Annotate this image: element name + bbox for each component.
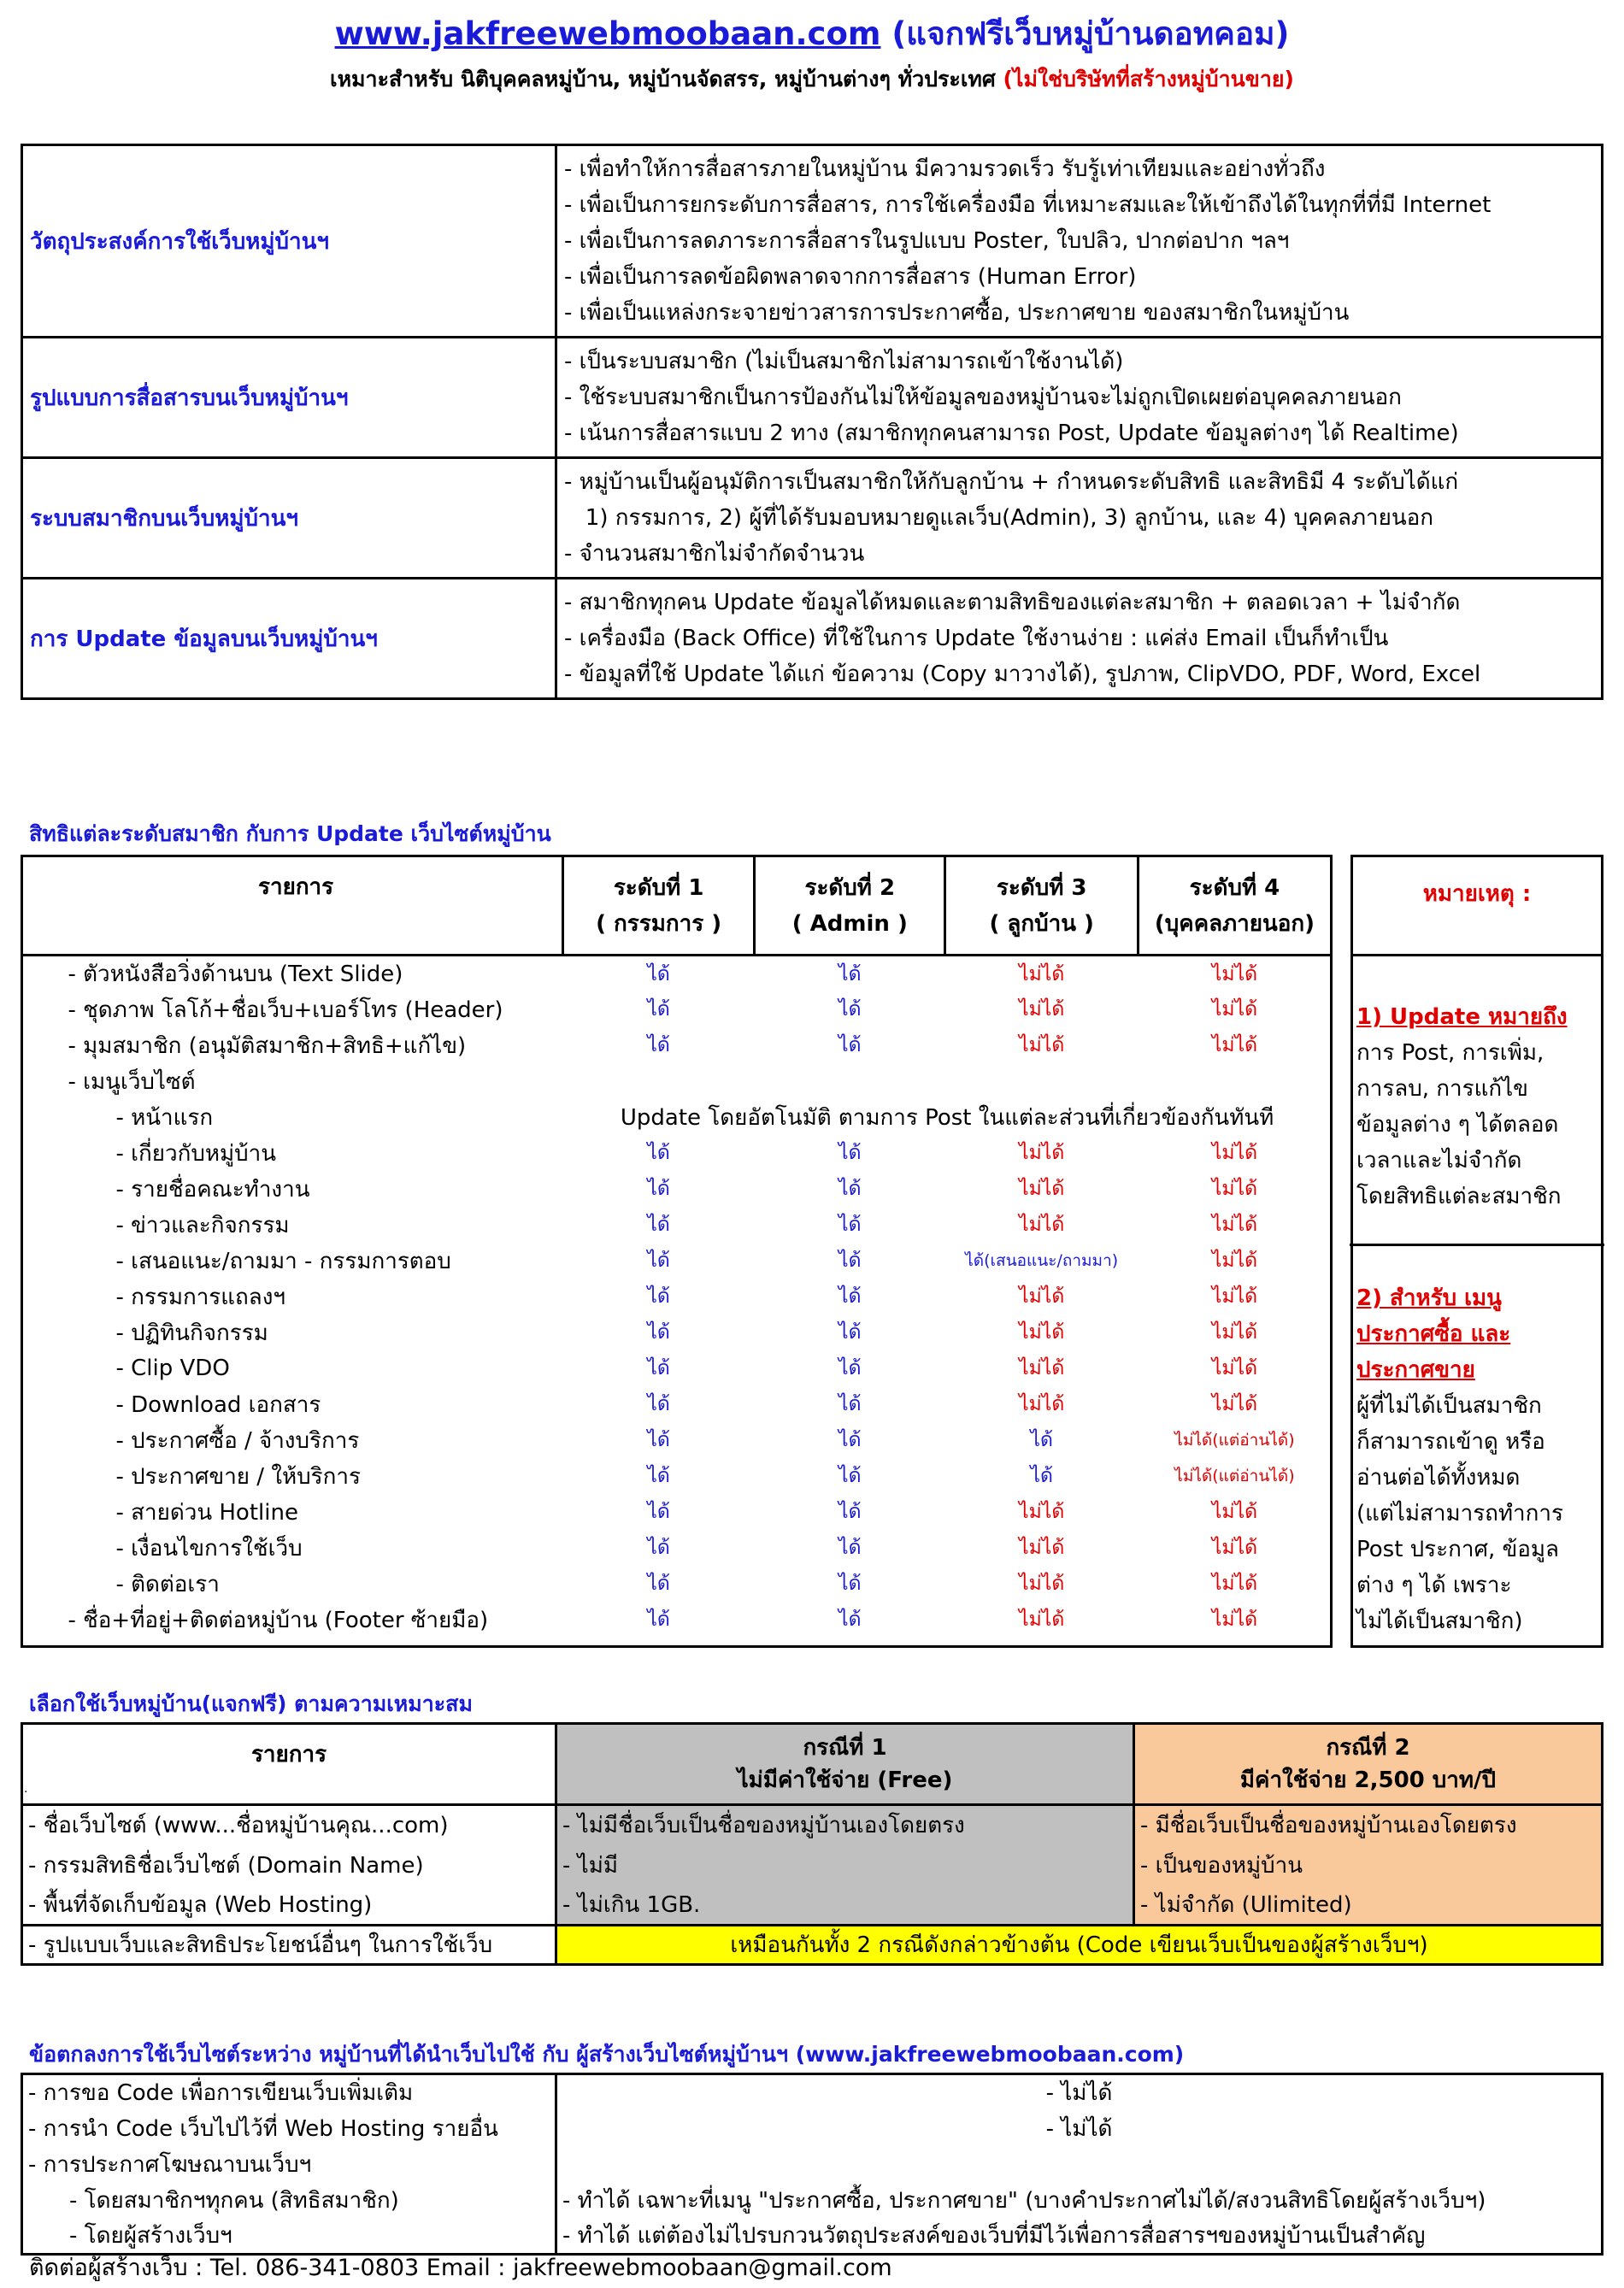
site-url-link[interactable]: www.jakfreewebmoobaan.com — [334, 15, 881, 52]
permission-level-1: ได้ — [647, 1321, 670, 1344]
permission-level-3: ได้ — [1030, 1429, 1053, 1451]
permission-level-2: ได้ — [838, 1034, 862, 1056]
permission-level-1: ได้ — [647, 1609, 670, 1631]
agreement-row — [22, 2074, 1603, 2111]
permission-level-4: ไม่ได้(แต่อ่านได้) — [1174, 1467, 1295, 1485]
permissions-table — [21, 855, 1603, 1648]
objective-line: - ข้อมูลที่ใช้ Update ได้แก่ ข้อความ (Copy มาวางได้), รูปภาพ, ClipVDO, PDF, Word, Excel — [564, 662, 1481, 687]
page-subtitle — [0, 62, 1624, 97]
objective-line: - ใช้ระบบสมาชิกเป็นการป้องกันไม่ให้ข้อมูลของหมู่บ้านจะไม่ถูกเปิดเผยต่อบุคคลภายนอก — [564, 385, 1402, 410]
note-2-title: ประกาศขาย — [1356, 1357, 1475, 1383]
objective-line: - เป็นระบบสมาชิก (ไม่เป็นสมาชิกไม่สามารถเข้าใช้งานได้) — [564, 349, 1124, 374]
permission-level-4: ไม่ได้ — [1211, 1501, 1258, 1523]
permission-level-1: ได้ — [647, 1501, 670, 1523]
note-2-line: ผู้ที่ไม่ได้เป็นสมาชิก — [1356, 1393, 1542, 1419]
note-1-line: ข้อมูลต่าง ๆ ได้ตลอด — [1356, 1112, 1559, 1138]
choose-item: - กรรมสิทธิชื่อเว็บไซต์ (Domain Name) — [22, 1845, 556, 1885]
permission-level-2: ได้ — [838, 1573, 862, 1595]
permission-level-1: ได้ — [647, 998, 670, 1020]
agreement-value: - ทำได้ แต่ต้องไม่ไปรบกวนวัตถุประสงค์ของเว็บที่มีไว้เพื่อการสื่อสารฯของหมู่บ้านเป็นสำคัญ — [556, 2218, 1603, 2255]
subtitle-text: เหมาะสำหรับ นิติบุคคลหมู่บ้าน, หมู่บ้านจัดสรร, หมู่บ้านต่างๆ ทั่วประเทศ — [330, 67, 996, 91]
permission-item: - เมนูเว็บไซต์ — [68, 1068, 196, 1095]
note-2-line: ก็สามารถเข้าดู หรือ — [1356, 1429, 1545, 1455]
agreement-section-title: ข้อตกลงการใช้เว็บไซต์ระหว่าง หมู่บ้านที่ได้นำเว็บไปใช้ กับ ผู้สร้างเว็บไซต์หมู่บ้านฯ (www.jakfreewebmoobaan.com) — [29, 2042, 1185, 2067]
objective-lines — [556, 338, 1603, 458]
agreement-row — [22, 2182, 1603, 2218]
choose-plan-table — [21, 1722, 1603, 1966]
permission-level-3: ไม่ได้ — [1019, 1285, 1065, 1308]
objective-row — [22, 458, 1603, 579]
permission-level-4: ไม่ได้ — [1211, 1142, 1258, 1164]
note-2 — [1353, 1246, 1601, 1644]
permission-level-4: ไม่ได้ — [1211, 1034, 1258, 1056]
permission-item: - Clip VDO — [115, 1356, 230, 1381]
permission-level-2: ได้ — [838, 1537, 862, 1559]
case-2-header: กรณีที่ 2 มีค่าใช้จ่าย 2,500 บาท/ปี — [1134, 1724, 1603, 1805]
objective-row — [22, 579, 1603, 699]
permission-level-1: ได้ — [647, 1250, 670, 1272]
objectives-table — [21, 144, 1603, 700]
note-2-line: อ่านต่อได้ทั้งหมด — [1356, 1465, 1521, 1491]
permission-level-4: ไม่ได้ — [1211, 1609, 1258, 1631]
permission-level-3: ไม่ได้ — [1019, 1214, 1065, 1236]
permission-level-2: ได้ — [838, 1357, 862, 1379]
subtitle-disclaimer: (ไม่ใช่บริษัทที่สร้างหมู่บ้านขาย) — [1003, 67, 1294, 91]
permission-level-3: ไม่ได้ — [1019, 1034, 1065, 1056]
note-header: หมายเหตุ : — [1353, 857, 1601, 956]
agreement-value: - ทำได้ เฉพาะที่เมนู "ประกาศซื้อ, ประกาศขาย" (บางคำประกาศไม่ได้/สงวนสิทธิโดยผู้สร้างเว็บฯ) — [556, 2182, 1603, 2218]
permission-level-2: ได้ — [838, 1393, 862, 1415]
permission-level-3: ไม่ได้ — [1019, 1178, 1065, 1200]
objective-label: รูปแบบการสื่อสารบนเว็บหมู่บ้านฯ — [22, 338, 556, 458]
choose-last-row — [22, 1926, 1603, 1965]
permission-level-2: ได้ — [838, 1429, 862, 1451]
permission-level-1: ได้ — [647, 1429, 670, 1451]
permission-level-1: ได้ — [647, 1285, 670, 1308]
permission-level-2: ได้ — [838, 1250, 862, 1272]
permission-item: - ประกาศขาย / ให้บริการ — [115, 1463, 361, 1490]
agreement-item: - โดยผู้สร้างเว็บฯ — [22, 2218, 556, 2255]
note-1-line: โดยสิทธิแต่ละสมาชิก — [1356, 1184, 1562, 1209]
permission-level-2: ได้ — [838, 1285, 862, 1308]
permission-level-3: ไม่ได้ — [1019, 1393, 1065, 1415]
objective-label: ระบบสมาชิกบนเว็บหมู่บ้านฯ — [22, 458, 556, 579]
footer-contact: ติดต่อผู้สร้างเว็บ : Tel. 086-341-0803 Email : jakfreewebmoobaan@gmail.com — [29, 2255, 892, 2281]
permission-level-4: ไม่ได้ — [1211, 1393, 1258, 1415]
objective-lines — [556, 579, 1603, 699]
agreement-row — [22, 2146, 1603, 2182]
choose-case-1-value: - ไม่มีชื่อเว็บเป็นชื่อของหมู่บ้านเองโดยตรง — [556, 1805, 1134, 1845]
note-panel — [1350, 855, 1603, 1648]
agreement-value: - ไม่ได้ — [556, 2110, 1603, 2146]
permission-level-3: ได้ — [1030, 1465, 1053, 1487]
site-name-thai: (แจกฟรีเว็บหมู่บ้านดอทคอม) — [891, 15, 1290, 52]
permissions-section-title: สิทธิแต่ละระดับสมาชิก กับการ Update เว็บไซต์หมู่บ้าน — [29, 821, 551, 846]
permission-level-3: ไม่ได้ — [1019, 1609, 1065, 1631]
choose-case-1-value: - ไม่เกิน 1GB. — [556, 1885, 1134, 1926]
permission-level-1: ได้ — [647, 1573, 670, 1595]
choose-row — [22, 1845, 1603, 1885]
permission-level-1: ได้ — [647, 1357, 670, 1379]
permission-level-4: ไม่ได้ — [1211, 1357, 1258, 1379]
case-1-header: กรณีที่ 1 ไม่มีค่าใช้จ่าย (Free) — [556, 1724, 1134, 1805]
level-3-header: ระดับที่ 3 ( ลูกบ้าน ) — [945, 856, 1138, 956]
level-2-header: ระดับที่ 2 ( Admin ) — [755, 856, 945, 956]
objective-row — [22, 338, 1603, 458]
objective-label: การ Update ข้อมูลบนเว็บหมู่บ้านฯ — [22, 579, 556, 699]
note-2-line: (แต่ไม่สามารถทำการ — [1356, 1501, 1563, 1526]
note-1-line: การ Post, การเพิ่ม, — [1356, 1040, 1545, 1066]
permission-level-1: ได้ — [647, 1178, 670, 1200]
choose-case-1-value: - ไม่มี — [556, 1845, 1134, 1885]
objective-line: - จำนวนสมาชิกไม่จำกัดจำนวน — [564, 541, 865, 567]
permission-level-3: ไม่ได้ — [1019, 1537, 1065, 1559]
objective-line: - เพื่อเป็นการลดภาระการสื่อสารในรูปแบบ Poster, ใบปลิว, ปากต่อปาก ฯลฯ — [564, 228, 1290, 254]
note-2-line: Post ประกาศ, ข้อมูล — [1356, 1537, 1559, 1562]
permission-level-4: ไม่ได้ — [1211, 1285, 1258, 1308]
objective-row — [22, 145, 1603, 338]
choose-item: - ชื่อเว็บไซต์ (www...ชื่อหมู่บ้านคุณ...com) — [22, 1805, 556, 1845]
page-title — [0, 9, 1624, 59]
objective-line: - สมาชิกทุกคน Update ข้อมูลได้หมดและตามสิทธิของแต่ละสมาชิก + ตลอดเวลา + ไม่จำกัด — [564, 590, 1461, 615]
note-2-line: ไม่ได้เป็นสมาชิก) — [1356, 1609, 1523, 1634]
permission-item: - มุมสมาชิก (อนุมัติสมาชิก+สิทธิ+แก้ไข) — [68, 1032, 467, 1059]
permission-level-2: ได้ — [838, 1214, 862, 1236]
note-2-title: ประกาศซื้อ และ — [1356, 1321, 1511, 1347]
permission-item: - ชุดภาพ โลโก้+ชื่อเว็บ+เบอร์โทร (Header) — [68, 997, 503, 1023]
permission-level-1: ได้ — [647, 1393, 670, 1415]
agreement-item: - โดยสมาชิกฯทุกคน (สิทธิสมาชิก) — [22, 2182, 556, 2218]
level-1-header: ระดับที่ 1 ( กรรมการ ) — [563, 856, 755, 956]
permission-level-2: ได้ — [838, 962, 862, 985]
choose-section-title: เลือกใช้เว็บหมู่บ้าน(แจกฟรี) ตามความเหมาะสม — [29, 1691, 473, 1716]
choose-row — [22, 1805, 1603, 1845]
permission-level-3: ไม่ได้ — [1019, 1573, 1065, 1595]
note-2-title: 2) สำหรับ เมนู — [1356, 1285, 1502, 1311]
permission-level-2: ได้ — [838, 1609, 862, 1631]
permission-level-4: ไม่ได้ — [1211, 1250, 1258, 1272]
permission-level-1: ได้ — [647, 1214, 670, 1236]
permission-level-2: ได้ — [838, 1465, 862, 1487]
col-item-header: รายการ — [22, 856, 563, 956]
permissions-body-frame — [21, 954, 1333, 1648]
permission-level-3: ไม่ได้ — [1019, 1501, 1065, 1523]
objective-lines — [556, 145, 1603, 338]
permission-level-2: ได้ — [838, 1142, 862, 1164]
permission-level-2: ได้ — [838, 998, 862, 1020]
choose-row — [22, 1885, 1603, 1926]
objective-line: 1) กรรมการ, 2) ผู้ที่ได้รับมอบหมายดูแลเว็บ(Admin), 3) ลูกบ้าน, และ 4) บุคคลภายนอก — [564, 505, 1433, 531]
permission-level-4: ไม่ได้ — [1211, 1573, 1258, 1595]
choose-case-2-value: - ไม่จำกัด (Ulimited) — [1134, 1885, 1603, 1926]
note-1-title: 1) Update หมายถึง — [1356, 1004, 1568, 1030]
permission-item: - รายชื่อคณะทำงาน — [115, 1176, 310, 1203]
permission-item: - เสนอแนะ/ถามมา - กรรมการตอบ — [115, 1248, 451, 1274]
choose-col-item: รายการ . — [22, 1724, 556, 1805]
choose-case-2-value: - เป็นของหมู่บ้าน — [1134, 1845, 1603, 1885]
permission-item: - สายด่วน Hotline — [115, 1499, 298, 1526]
objective-line: - เพื่อเป็นการยกระดับการสื่อสาร, การใช้เครื่องมือ ที่เหมาะสมและให้เข้าถึงได้ในทุกที่ที่มี Internet — [564, 192, 1492, 218]
permission-level-3: ไม่ได้ — [1019, 962, 1065, 985]
agreement-item: - การประกาศโฆษณาบนเว็บฯ — [22, 2146, 556, 2182]
objective-line: - เพื่อเป็นการลดข้อผิดพลาดจากการสื่อสาร (Human Error) — [564, 264, 1137, 290]
permission-item: - เกี่ยวกับหมู่บ้าน — [115, 1140, 277, 1167]
objective-line: - หมู่บ้านเป็นผู้อนุมัติการเป็นสมาชิกให้กับลูกบ้าน + กำหนดระดับสิทธิ และสิทธิมี 4 ระดับได้แก่ — [564, 469, 1459, 495]
permission-item: - ติดต่อเรา — [115, 1571, 220, 1597]
permission-level-1: ได้ — [647, 1465, 670, 1487]
permission-level-4: ไม่ได้(แต่อ่านได้) — [1174, 1431, 1295, 1450]
agreement-row — [22, 2110, 1603, 2146]
choose-case-2-value: - มีชื่อเว็บเป็นชื่อของหมู่บ้านเองโดยตรง — [1134, 1805, 1603, 1845]
choose-last-item: - รูปแบบเว็บและสิทธิประโยชน์อื่นๆ ในการใช้เว็บ — [22, 1926, 556, 1965]
objective-lines — [556, 458, 1603, 579]
auto-update-text: Update โดยอัตโนมัติ ตามการ Post ในแต่ละส่วนที่เกี่ยวข้องกันทันที — [620, 1104, 1274, 1131]
permission-item: - ปฏิทินกิจกรรม — [115, 1320, 268, 1346]
agreement-value: - ไม่ได้ — [556, 2074, 1603, 2111]
agreement-table — [21, 2073, 1603, 2256]
permission-level-4: ไม่ได้ — [1211, 1321, 1258, 1344]
permission-level-2: ได้ — [838, 1501, 862, 1523]
permission-item: - ชื่อ+ที่อยู่+ติดต่อหมู่บ้าน (Footer ซ้ายมือ) — [68, 1607, 489, 1633]
permission-level-1: ได้ — [647, 1142, 670, 1164]
permission-item: - หน้าแรก — [115, 1104, 214, 1131]
choose-last-value: เหมือนกันทั้ง 2 กรณีดังกล่าวข้างต้น (Code เขียนเว็บเป็นของผู้สร้างเว็บฯ) — [556, 1926, 1603, 1965]
permission-level-4: ไม่ได้ — [1211, 1537, 1258, 1559]
permission-level-1: ได้ — [647, 1034, 670, 1056]
objective-label: วัตถุประสงค์การใช้เว็บหมู่บ้านฯ — [22, 145, 556, 338]
permission-level-4: ไม่ได้ — [1211, 962, 1258, 985]
permissions-header-row — [22, 856, 1332, 956]
permission-level-1: ได้ — [647, 962, 670, 985]
permission-item: - ตัวหนังสือวิ่งด้านบน (Text Slide) — [68, 962, 403, 987]
choose-item: - พื้นที่จัดเก็บข้อมูล (Web Hosting) — [22, 1885, 556, 1926]
permission-level-3: ไม่ได้ — [1019, 1321, 1065, 1344]
permission-level-4: ไม่ได้ — [1211, 998, 1258, 1020]
permission-level-3: ได้(เสนอแนะ/ถามมา) — [965, 1251, 1119, 1270]
note-2-line: ต่าง ๆ ได้ เพราะ — [1356, 1573, 1512, 1598]
note-1-line: การลบ, การแก้ไข — [1356, 1076, 1528, 1102]
agreement-value — [556, 2146, 1603, 2182]
permission-level-4: ไม่ได้ — [1211, 1178, 1258, 1200]
permission-level-1: ได้ — [647, 1537, 670, 1559]
permission-level-2: ได้ — [838, 1321, 862, 1344]
permission-level-3: ไม่ได้ — [1019, 1357, 1065, 1379]
agreement-item: - การขอ Code เพื่อการเขียนเว็บเพิ่มเติม — [22, 2074, 556, 2111]
permission-item: - เงื่อนไขการใช้เว็บ — [115, 1535, 303, 1562]
objective-line: - เพื่อทำให้การสื่อสารภายในหมู่บ้าน มีความรวดเร็ว รับรู้เท่าเทียมและอย่างทั่วถึง — [564, 156, 1326, 182]
permission-level-4: ไม่ได้ — [1211, 1214, 1258, 1236]
note-1 — [1353, 956, 1601, 1244]
permission-level-3: ไม่ได้ — [1019, 1142, 1065, 1164]
permission-item: - ข่าวและกิจกรรม — [115, 1212, 290, 1238]
objective-line: - เน้นการสื่อสารแบบ 2 ทาง (สมาชิกทุกคนสามารถ Post, Update ข้อมูลต่างๆ ได้ Realtime) — [564, 421, 1459, 446]
note-1-line: เวลาและไม่จำกัด — [1356, 1148, 1522, 1173]
permission-item: - Download เอกสาร — [115, 1391, 321, 1418]
agreement-item: - การนำ Code เว็บไปไว้ที่ Web Hosting รายอื่น — [22, 2110, 556, 2146]
permission-item: - กรรมการแถลงฯ — [115, 1284, 285, 1310]
objective-line: - เครื่องมือ (Back Office) ที่ใช้ในการ Update ใช้งานง่าย : แค่ส่ง Email เป็นก็ทำเป็น — [564, 626, 1389, 651]
choose-header-row — [22, 1724, 1603, 1805]
permission-level-3: ไม่ได้ — [1019, 998, 1065, 1020]
level-4-header: ระดับที่ 4 (บุคคลภายนอก) — [1138, 856, 1331, 956]
permission-level-2: ได้ — [838, 1178, 862, 1200]
permission-item: - ประกาศซื้อ / จ้างบริการ — [115, 1427, 360, 1454]
objective-line: - เพื่อเป็นแหล่งกระจายข่าวสารการประกาศซื้อ, ประกาศขาย ของสมาชิกในหมู่บ้าน — [564, 300, 1350, 326]
